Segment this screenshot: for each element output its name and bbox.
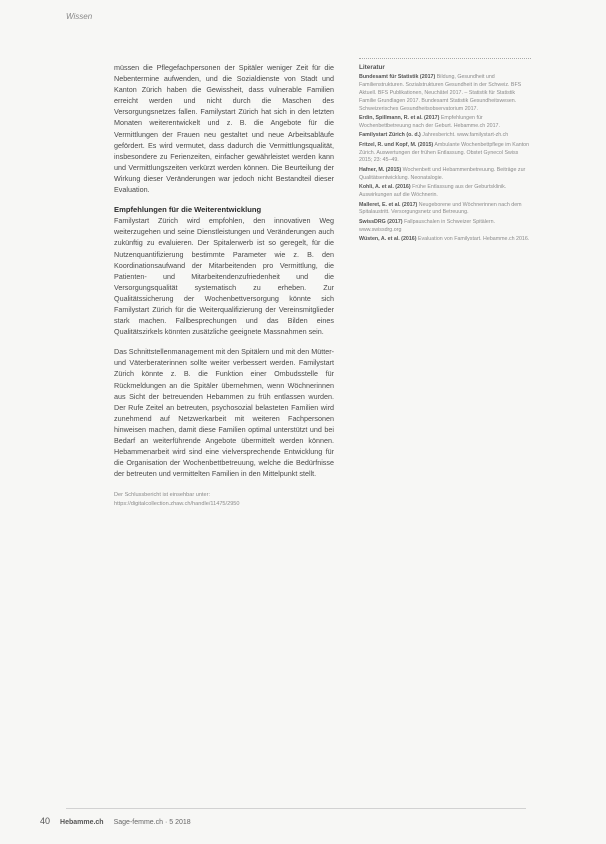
reference-note xyxy=(114,491,334,508)
reference-text: Neugeborene und Wöchnerinnen nach dem Spitalaustritt. Versorgungsnetz und Betreuung. xyxy=(359,201,522,216)
body-paragraph: Familystart Zürich wird empfohlen, den innovativen Weg weiterzugehen und seine Dienstleistungen und Veränderungen auch zukünftig zu evaluieren. Der Spitalerwerb ist so geregelt, für die Nutzenquantifizierung bestimmte Parameter wie z. B. den Koordinationsaufwand der Mitarbeitenden pro Vermittlung, die Patienten- und Mitarbeitendenzufriedenheit und die Versorgungsqualität systematisch zu erheben. Zur Qualitätssicherung der Wochenbettversorgung könnte sich Familystart Zürich für die Weiterqualifizierung der Vereinsmitglieder stark machen. Fallbesprechungen und das Bilden eines Qualitätszirkels könnten zusätzliche geeignete Massnahmen sein. xyxy=(114,216,334,337)
reference-author: Fritzel, R. und Kopf, M. (2015) xyxy=(359,141,434,148)
section-heading: Empfehlungen für die Weiterentwicklung xyxy=(114,205,262,215)
reference-text: Ambulante Wochenbettpflege im Kanton Zürich. Auswertungen der frühen Entlassung. Obstet Gynecol Swiss 2015; 23: 45–49. xyxy=(359,141,530,164)
page-footer xyxy=(40,816,191,826)
reference-author: Kohli, A. et al. (2016) xyxy=(359,184,411,191)
reference-text: Jahresbericht. www.familystart-zh.ch xyxy=(422,132,509,139)
section-tag: Wissen xyxy=(66,12,93,21)
reference-text: Empfehlungen für Wochenbettbetreuung nach der Geburt. Hebamme.ch 2017. xyxy=(359,114,500,129)
reference-note-label: Der Schlussbericht ist einsehbar unter: xyxy=(114,492,211,499)
issue-info: Sage-femme.ch · 5 2018 xyxy=(113,819,191,826)
reference-author: Wüsten, A. et al. (2016) xyxy=(359,236,417,243)
body-paragraph: Das Schnittstellenmanagement mit den Spitälern und mit den Mütter- und Väterberaterinnen sollte weiter verbessert werden. Familystart Zürich könnte z. B. die Funktion einer Ombudsstelle für Rückmeldungen an die Spitäler übernehmen, wenn Wöchnerinnen aus Sicht der betreuenden Hebammen zu früh entlassen wurden. Der Rufe Zeitel an betreuten, psychosozial belasteten Familien wird zunehmend auf Netzwerkarbeit mit weiteren Fachpersonen hinweisen machen, damit diese Familien optimal unterstützt und bei Bedarf an weiterführende Angebote übermittelt werden können. Hebammenarbeit wird sind eine vielversprechende Entwicklung für die Organisation der Wochenbettbetreuung, welche die Bedürfnisse der betreuten und vermittelten Familien in den Mittelpunkt stellt. xyxy=(114,347,334,479)
reference-entry xyxy=(359,115,531,131)
reference-entry xyxy=(359,167,531,183)
reference-text: Wochenbett und Hebammenbetreuung. Beiträge zur Qualitätsentwicklung. Neonatalogie. xyxy=(359,166,526,181)
reference-author: Bundesamt für Statistik (2017) xyxy=(359,73,436,80)
reference-entry xyxy=(359,219,531,235)
main-column xyxy=(114,62,334,508)
reference-author: Hafner, M. (2015) xyxy=(359,166,402,173)
reference-text: Evaluation von Familystart. Hebamme.ch 2016. xyxy=(417,236,530,243)
reference-entry xyxy=(359,132,531,140)
literature-sidebar xyxy=(359,58,531,246)
reference-note-link[interactable]: https://digitalcollection.zhaw.ch/handle/11475/2950 xyxy=(114,500,240,507)
reference-entry xyxy=(359,202,531,218)
reference-text: Fallpauschalen in Schweizer Spitälern. www.swissdrg.org xyxy=(359,218,496,233)
reference-author: SwissDRG (2017) xyxy=(359,218,403,225)
reference-author: Erdin, Spillmann, R. et al. (2017) xyxy=(359,114,440,121)
reference-text: Bildung, Gesundheit und Familienstrukturen. Sozialstrukturen Gesundheit in der Schweiz. BFS Aktuell. BFS Publikationen, Neuchâtel 2017. – Statistik für Statistik Familie Grundlagen 2017. Bundesamt Statistik Gesundheitswesen. Schweizerisches Gesundheitsobservatorium 2017. xyxy=(359,73,522,112)
page-number: 40 xyxy=(40,816,51,826)
body-paragraph: müssen die Pflegefachpersonen der Spitäler weniger Zeit für die Nebentermine aufwenden, und die Sozialdienste von Stadt und Kanton Zürich haben die Gewissheit, dass vulnerable Familien erreicht werden und nicht durch die Maschen des Versorgungsnetzes fallen. Familystart Zürich hat sich in den letzten Monaten weiterentwickelt und z. B. die Angebote für die Vermittlungen der Frauen neu gestaltet und neue Arbeitsabläufe gefördert. Es wird vermutet, dass dadurch die Vermittlungsqualität, insbesondere zu Ferienzeiten, einfacher gewährleistet werden kann und Vermittlungszeiten verkürzt werden können. Die Beurteilung der Wirkung dieser Veränderungen war jedoch nicht Bestandteil dieser Evaluation. xyxy=(114,63,334,195)
reference-entry xyxy=(359,74,531,114)
journal-name: Hebamme.ch xyxy=(60,819,104,826)
footer-divider xyxy=(66,808,526,809)
literature-title: Literatur xyxy=(359,64,385,71)
reference-author: Familystart Zürich (o. d.) xyxy=(359,132,421,139)
reference-entry xyxy=(359,142,531,166)
dotted-divider xyxy=(359,58,531,59)
reference-entry xyxy=(359,236,531,244)
reference-entry xyxy=(359,184,531,200)
reference-text: Frühe Entlassung aus der Geburtsklinik. Auswirkungen auf die Wöchnerin. xyxy=(359,184,507,199)
reference-author: Malleret, E. et al. (2017) xyxy=(359,201,418,208)
